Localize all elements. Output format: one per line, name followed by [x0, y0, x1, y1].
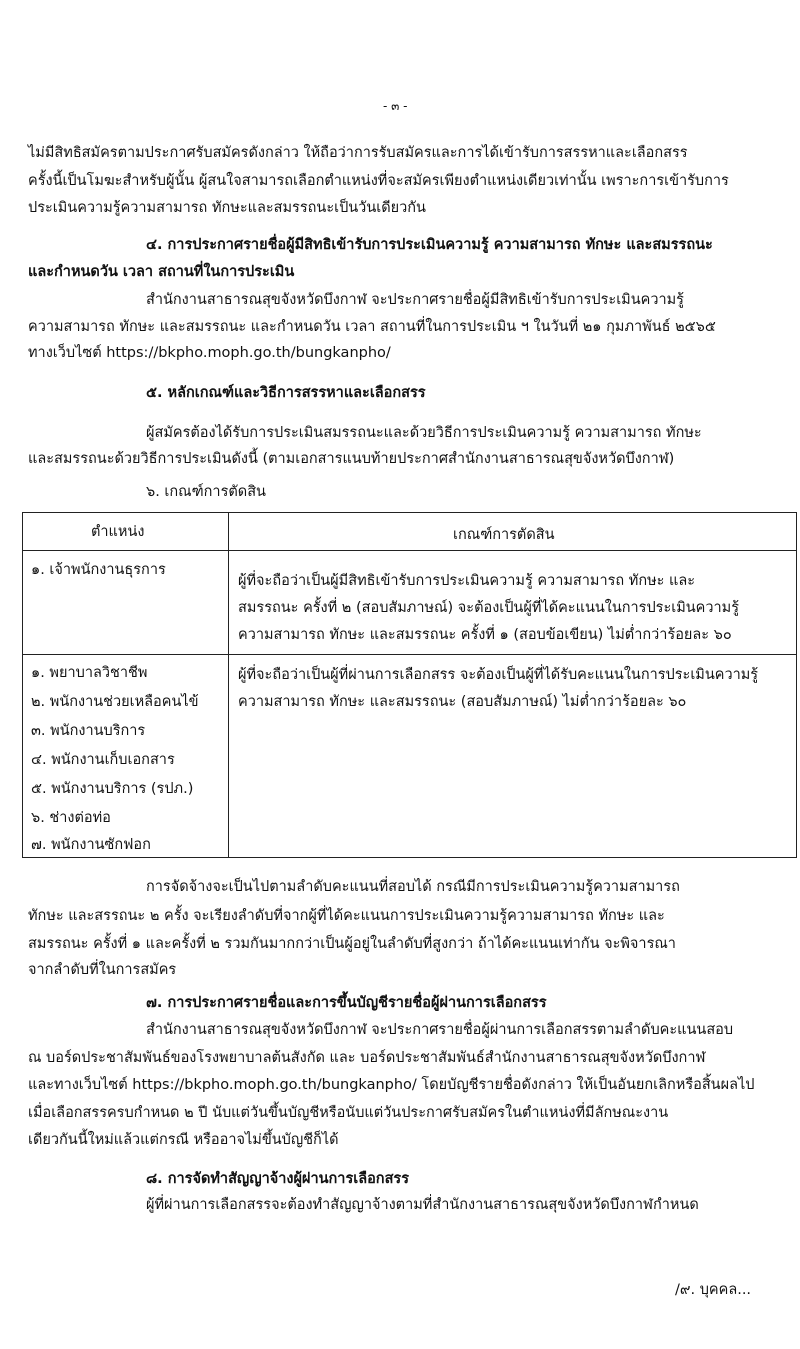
table-row-2-position: ๖. ช่างต่อท่อ	[31, 810, 111, 826]
section-7-body: ณ บอร์ดประชาสัมพันธ์ของโรงพยาบาลต้นสังกัด และ บอร์ดประชาสัมพันธ์สำนักงานสาธารณสุขจังหวัดบึงกาฬ	[28, 1050, 706, 1066]
table-row-2-position: ๔. พนักงานเก็บเอกสาร	[31, 752, 175, 768]
table-divider	[228, 513, 229, 857]
section-8-body: ผู้ที่ผ่านการเลือกสรรจะต้องทำสัญญาจ้างตามที่สำนักงานสาธารณสุขจังหวัดบึงกาฬกำหนด	[146, 1197, 699, 1213]
section-4-url: ทางเว็บไซต์ https://bkpho.moph.go.th/bungkanpho/	[28, 345, 391, 361]
intro-line: ประเมินความรู้ความสามารถ ทักษะและสมรรถนะเป็นวันเดียวกัน	[28, 200, 426, 216]
section-6-after: สมรรถนะ ครั้งที่ ๑ และครั้งที่ ๒ รวมกันมากกว่าเป็นผู้อยู่ในลำดับที่สูงกว่า ถ้าได้คะแนนเท่ากัน จะพิจารณา	[28, 936, 676, 952]
intro-line: ไม่มีสิทธิสมัครตามประกาศรับสมัครดังกล่าว ให้ถือว่าการรับสมัครและการได้เข้ารับการสรรหาและเลือกสรร	[28, 145, 688, 161]
table-divider	[23, 654, 796, 655]
section-7-body: เดียวกันนี้ใหม่แล้วแต่กรณี หรืออาจไม่ขึ้นบัญชีก็ได้	[28, 1132, 339, 1148]
criteria-table	[22, 512, 797, 858]
section-7-body: และทางเว็บไซต์ https://bkpho.moph.go.th/bungkanpho/ โดยบัญชีรายชื่อดังกล่าว ให้เป็นอันยกเลิกหรือสิ้นผลไป	[28, 1077, 755, 1093]
table-row-1-criteria: สมรรถนะ ครั้งที่ ๒ (สอบสัมภาษณ์) จะต้องเป็นผู้ที่ได้คะแนนในการประเมินความรู้	[238, 600, 740, 616]
section-6-after: การจัดจ้างจะเป็นไปตามลำดับคะแนนที่สอบได้ กรณีมีการประเมินความรู้ความสามารถ	[146, 879, 680, 895]
table-row-1-position: ๑. เจ้าพนักงานธุรการ	[31, 562, 166, 578]
table-row-2-criteria: ผู้ที่จะถือว่าเป็นผู้ที่ผ่านการเลือกสรร จะต้องเป็นผู้ที่ได้รับคะแนนในการประเมินความรู้	[238, 667, 759, 683]
table-row-2-position: ๒. พนักงานช่วยเหลือคนไข้	[31, 694, 199, 710]
section-4-heading: ๔. การประกาศรายชื่อผู้มีสิทธิเข้ารับการประเมินความรู้ ความสามารถ ทักษะ และสมรรถนะ	[146, 237, 713, 253]
section-4-body: สำนักงานสาธารณสุขจังหวัดบึงกาฬ จะประกาศรายชื่อผู้มีสิทธิเข้ารับการประเมินความรู้	[146, 292, 684, 308]
table-row-2-position: ๑. พยาบาลวิชาชีพ	[31, 665, 148, 681]
section-6-after: ทักษะ และสรรถนะ ๒ ครั้ง จะเรียงลำดับที่จากผู้ที่ได้คะแนนการประเมินความรู้ความสามารถ ทักษะ และ	[28, 908, 665, 924]
section-7-heading: ๗. การประกาศรายชื่อและการขึ้นบัญชีรายชื่อผู้ผ่านการเลือกสรร	[146, 995, 547, 1011]
table-row-1-criteria: ความสามารถ ทักษะ และสมรรถนะ ครั้งที่ ๑ (สอบข้อเขียน) ไม่ต่ำกว่าร้อยละ ๖๐	[238, 627, 732, 643]
table-row-2-position: ๓. พนักงานบริการ	[31, 723, 146, 739]
section-6-heading: ๖. เกณฑ์การตัดสิน	[146, 484, 266, 500]
table-row-2-position: ๗. พนักงานซักฟอก	[31, 837, 151, 853]
section-4-heading: และกำหนดวัน เวลา สถานที่ในการประเมิน	[28, 264, 295, 280]
continuation-note: /๙. บุคคล...	[675, 1282, 752, 1298]
table-row-2-criteria: ความสามารถ ทักษะ และสมรรถนะ (สอบสัมภาษณ์) ไม่ต่ำกว่าร้อยละ ๖๐	[238, 694, 687, 710]
section-4-body: ความสามารถ ทักษะ และสมรรถนะ และกำหนดวัน เวลา สถานที่ในการประเมิน ฯ ในวันที่ ๒๑ กุมภาพันธ์ ๒๕๖๕	[28, 319, 716, 335]
table-divider	[23, 550, 796, 551]
section-8-heading: ๘. การจัดทำสัญญาจ้างผู้ผ่านการเลือกสรร	[146, 1171, 409, 1187]
section-7-body: เมื่อเลือกสรรครบกำหนด ๒ ปี นับแต่วันขึ้นบัญชีหรือนับแต่วันประกาศรับสมัครในตำแหน่งที่มีลักษณะงาน	[28, 1105, 669, 1121]
table-row-2-position: ๕. พนักงานบริการ (รปภ.)	[31, 781, 194, 797]
section-5-body: และสมรรถนะด้วยวิธีการประเมินดังนี้ (ตามเอกสารแนบท้ายประกาศสำนักงานสาธารณสุขจังหวัดบึงกาฬ)	[28, 451, 675, 467]
section-6-after: จากลำดับที่ในการสมัคร	[28, 962, 177, 978]
intro-line: ครั้งนี้เป็นโมฆะสำหรับผู้นั้น ผู้สนใจสามารถเลือกตำแหน่งที่จะสมัครเพียงตำแหน่งเดียวเท่านั้น เพราะการเข้ารับการ	[28, 173, 729, 189]
table-header-position: ตำแหน่ง	[91, 524, 145, 540]
section-5-heading: ๕. หลักเกณฑ์และวิธีการสรรหาและเลือกสรร	[146, 385, 426, 401]
section-7-body: สำนักงานสาธารณสุขจังหวัดบึงกาฬ จะประกาศรายชื่อผู้ผ่านการเลือกสรรตามลำดับคะแนนสอบ	[146, 1022, 734, 1038]
table-row-1-criteria: ผู้ที่จะถือว่าเป็นผู้มีสิทธิเข้ารับการประเมินความรู้ ความสามารถ ทักษะ และ	[238, 573, 696, 589]
page-number: - ๓ -	[383, 99, 408, 113]
table-header-criteria: เกณฑ์การตัดสิน	[453, 527, 555, 543]
section-5-body: ผู้สมัครต้องได้รับการประเมินสมรรถนะและด้วยวิธีการประเมินความรู้ ความสามารถ ทักษะ	[146, 425, 702, 441]
